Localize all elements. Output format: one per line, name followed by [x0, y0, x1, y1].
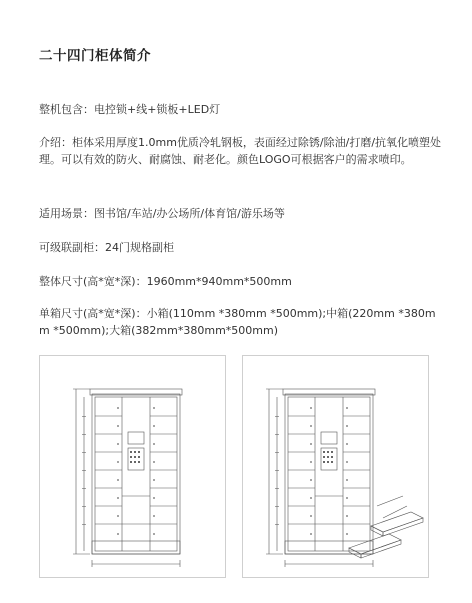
- scenarios-text: 适用场景：图书馆/车站/办公场所/体育馆/游乐场等: [39, 207, 285, 220]
- overall-size-text: 整体尺寸(高*宽*深)：1960mm*940mm*500mm: [39, 275, 292, 288]
- section-title: 二十四门柜体简介: [39, 48, 151, 64]
- cabinet-front-drawing-with-base: [242, 355, 429, 578]
- box-size-text: 单箱尺寸(高*宽*深)：小箱(110mm *380mm *500mm);中箱(220mm *380mm *500mm);大箱(382mm*380mm*500mm): [39, 307, 436, 337]
- cabinet-drawing-svg: [40, 356, 227, 579]
- expandable-text: 可级联副柜：24门规格副柜: [39, 241, 174, 254]
- components-text: 整机包含：电控锁+线+锁板+LED灯: [39, 103, 221, 116]
- intro-text: 介绍：柜体采用厚度1.0mm优质冷轧钢板，表面经过除锈/除油/打磨/抗氧化喷塑处理。可以有效的防火、耐腐蚀、耐老化。颜色LOGO可根据客户的需求喷印。: [39, 136, 442, 166]
- cabinet-front-drawing: [39, 355, 226, 578]
- cabinet-drawing-svg-2: [243, 356, 430, 579]
